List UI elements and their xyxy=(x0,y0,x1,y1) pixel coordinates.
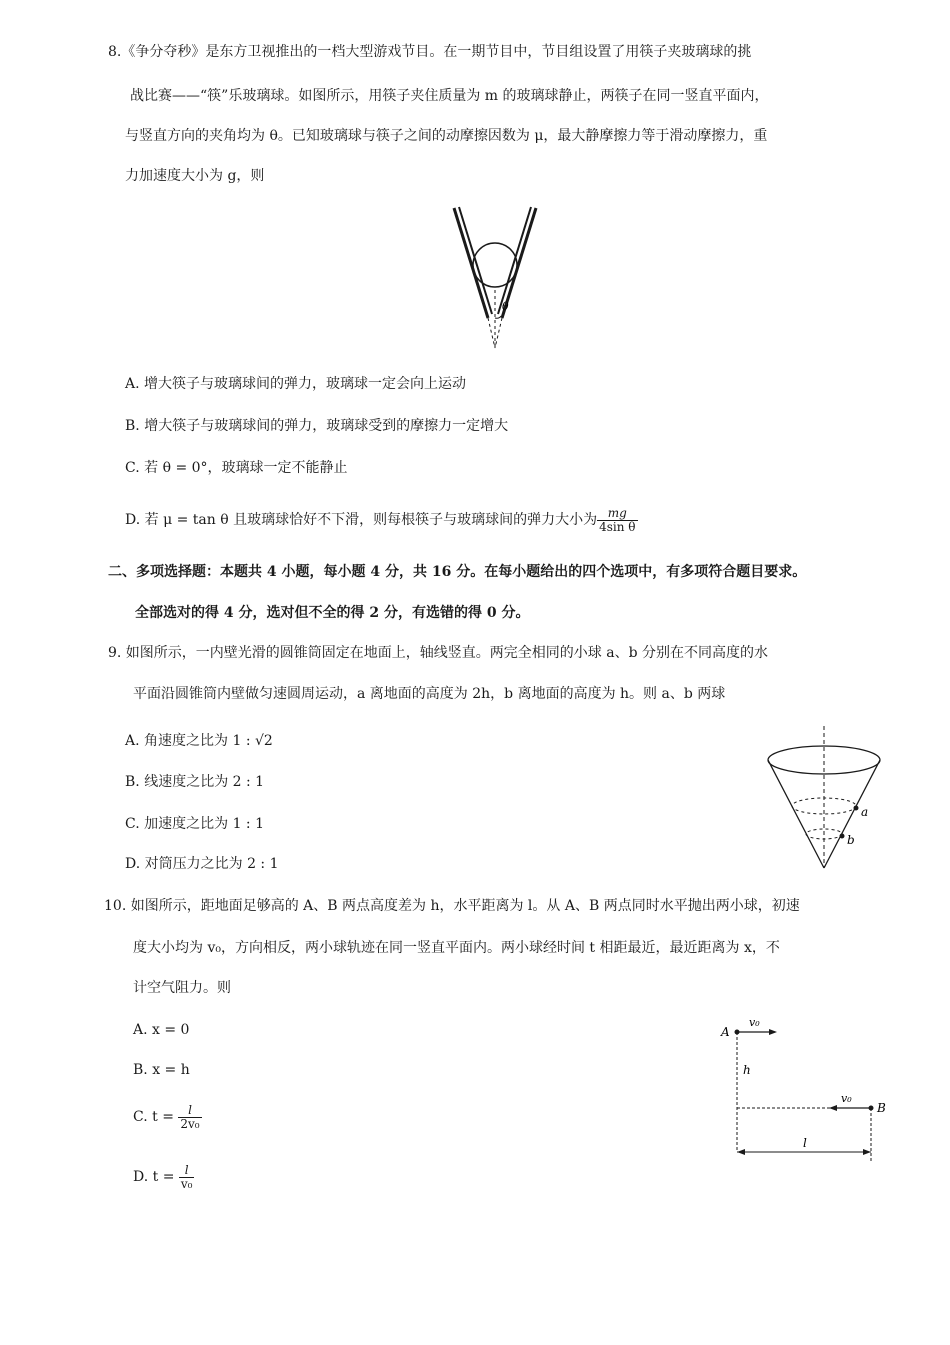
q10-option-d-label: D. t = xyxy=(133,1169,175,1185)
q10-label-l: l xyxy=(803,1136,807,1150)
q8-stem-line-2: 战比赛——“筷”乐玻璃球。如图所示，用筷子夹住质量为 m 的玻璃球静止，两筷子在同一竖直平面内， xyxy=(130,88,769,104)
q10-label-v0-top: v₀ xyxy=(749,1016,760,1029)
q8-option-d-numerator: mg xyxy=(597,507,637,521)
q10-label-a: A xyxy=(721,1025,730,1039)
q8-stem-line-3: 与竖直方向的夹角均为 θ。已知玻璃球与筷子之间的动摩擦因数为 μ，最大静摩擦力等于滑动摩擦力，重 xyxy=(125,128,768,144)
q8-option-d-text: D. 若 μ = tan θ 且玻璃球恰好不下滑，则每根筷子与玻璃球间的弹力大小为 xyxy=(125,512,598,528)
q8-option-c: C. 若 θ = 0°，玻璃球一定不能静止 xyxy=(125,460,348,476)
q10-option-d-fraction xyxy=(179,1164,195,1191)
q10-option-d xyxy=(133,1162,194,1192)
q8-stem-line-1: 8.《争分夺秒》是东方卫视推出的一档大型游戏节目。在一期节目中，节目组设置了用筷子夹玻璃球的挑 xyxy=(108,44,752,60)
q8-option-d-fraction xyxy=(597,507,637,534)
q9-option-a: A. 角速度之比为 1 : √2 xyxy=(125,733,273,749)
q10-option-c-denominator: 2v₀ xyxy=(180,1116,200,1131)
q10-stem-line-2: 度大小均为 v₀，方向相反，两小球轨迹在同一竖直平面内。两小球经时间 t 相距最近，最近距离为 x，不 xyxy=(133,940,780,956)
q10-option-a: A. x = 0 xyxy=(133,1022,190,1038)
q10-stem-line-3: 计空气阻力。则 xyxy=(133,980,231,996)
q10-stem-line-1: 10. 如图所示，距地面足够高的 A、B 两点高度差为 h，水平距离为 l。从 A、B 两点同时水平抛出两小球，初速 xyxy=(104,898,800,914)
q8-option-d-denominator: 4sin θ xyxy=(599,519,636,534)
q8-option-b: B. 增大筷子与玻璃球间的弹力，玻璃球受到的摩擦力一定增大 xyxy=(125,418,509,434)
q10-option-c-label: C. t = xyxy=(133,1109,174,1125)
q10-label-v0-right: v₀ xyxy=(841,1092,852,1105)
q9-cone-figure xyxy=(760,718,890,878)
q8-option-a: A. 增大筷子与玻璃球间的弹力，玻璃球一定会向上运动 xyxy=(125,376,467,392)
q10-option-c xyxy=(133,1102,202,1132)
section2-heading-line-2: 全部选对的得 4 分，选对但不全的得 2 分，有选错的得 0 分。 xyxy=(135,605,530,621)
q8-option-d xyxy=(125,506,638,534)
q10-label-h: h xyxy=(743,1063,751,1077)
q9-option-b: B. 线速度之比为 2 : 1 xyxy=(125,774,265,790)
q9-option-c: C. 加速度之比为 1 : 1 xyxy=(125,816,264,832)
q10-label-b: B xyxy=(877,1101,886,1115)
q10-projectile-figure xyxy=(715,1012,895,1177)
q10-option-d-numerator: l xyxy=(179,1164,195,1178)
q9-stem-line-1: 9. 如图所示，一内壁光滑的圆锥筒固定在地面上，轴线竖直。两完全相同的小球 a、b 分别在不同高度的水 xyxy=(108,645,769,661)
q9-stem-line-2: 平面沿圆锥筒内壁做匀速圆周运动，a 离地面的高度为 2h，b 离地面的高度为 h。则 a、b 两球 xyxy=(133,686,726,702)
q9-label-a: a xyxy=(861,805,869,819)
q8-chopsticks-figure xyxy=(440,200,550,360)
q10-option-c-numerator: l xyxy=(178,1104,201,1118)
q10-option-b: B. x = h xyxy=(133,1062,190,1078)
q9-option-d: D. 对筒压力之比为 2 : 1 xyxy=(125,856,279,872)
q10-option-d-denominator: v₀ xyxy=(180,1176,193,1191)
q10-option-c-fraction xyxy=(178,1104,201,1131)
section2-heading-line-1: 二、多项选择题：本题共 4 小题，每小题 4 分，共 16 分。在每小题给出的四个选项中，有多项符合题目要求。 xyxy=(108,564,807,580)
q8-stem-line-4: 力加速度大小为 g，则 xyxy=(125,168,265,184)
q8-theta-label: θ xyxy=(502,300,509,313)
q9-label-b: b xyxy=(847,833,855,847)
